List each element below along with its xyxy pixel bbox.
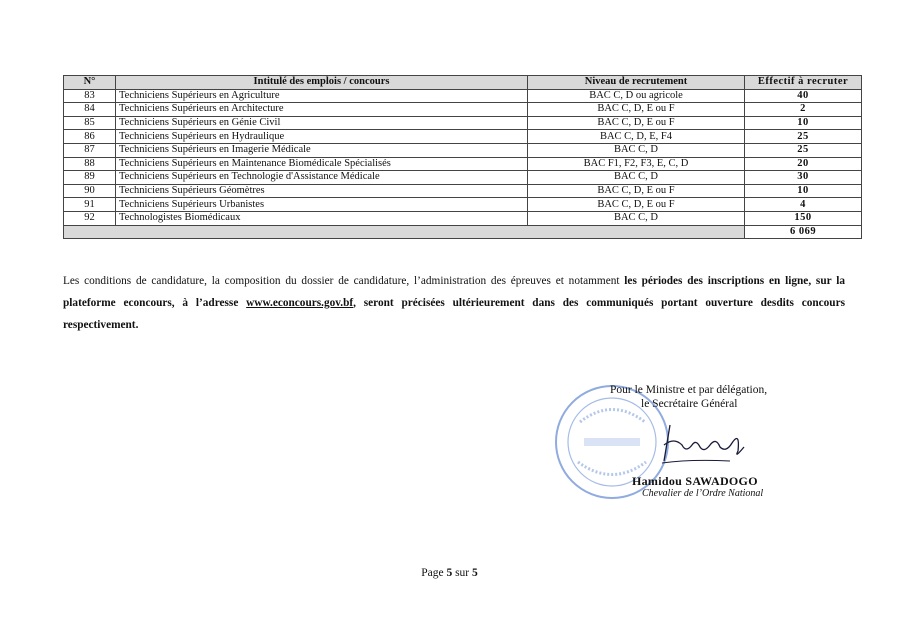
header-level: Niveau de recrutement bbox=[528, 76, 745, 90]
header-num: N° bbox=[64, 76, 116, 90]
signature-block bbox=[560, 382, 820, 502]
header-title: Intitulé des emplois / concours bbox=[116, 76, 528, 90]
page-total: 5 bbox=[472, 567, 478, 579]
conditions-paragraph bbox=[63, 270, 845, 336]
row-num: 91 bbox=[64, 198, 116, 212]
row-count: 4 bbox=[745, 198, 862, 212]
row-title: Techniciens Supérieurs Urbanistes bbox=[116, 198, 528, 212]
row-count: 30 bbox=[745, 171, 862, 185]
table-row bbox=[64, 116, 862, 130]
row-level: BAC C, D bbox=[528, 143, 745, 157]
row-level: BAC F1, F2, F3, E, C, D bbox=[528, 157, 745, 171]
row-level: BAC C, D bbox=[528, 171, 745, 185]
row-level: BAC C, D, E ou F bbox=[528, 116, 745, 130]
page-number bbox=[0, 567, 899, 579]
row-count: 2 bbox=[745, 103, 862, 117]
row-num: 88 bbox=[64, 157, 116, 171]
row-num: 83 bbox=[64, 89, 116, 103]
total-filler bbox=[64, 225, 745, 239]
row-level: BAC C, D, E ou F bbox=[528, 198, 745, 212]
row-title: Techniciens Supérieurs en Hydraulique bbox=[116, 130, 528, 144]
table-header-row bbox=[64, 76, 862, 90]
row-title: Techniciens Supérieurs en Technologie d'Assistance Médicale bbox=[116, 171, 528, 185]
row-num: 84 bbox=[64, 103, 116, 117]
row-level: BAC C, D, E ou F bbox=[528, 184, 745, 198]
row-num: 85 bbox=[64, 116, 116, 130]
row-num: 90 bbox=[64, 184, 116, 198]
row-count: 25 bbox=[745, 143, 862, 157]
row-count: 150 bbox=[745, 211, 862, 225]
row-level: BAC C, D ou agricole bbox=[528, 89, 745, 103]
table-row bbox=[64, 157, 862, 171]
delegation-line: Pour le Ministre et par délégation, bbox=[610, 384, 768, 396]
page-separator: sur bbox=[455, 567, 470, 579]
table-total-row bbox=[64, 225, 862, 239]
table-row bbox=[64, 130, 862, 144]
table-row bbox=[64, 143, 862, 157]
row-count: 10 bbox=[745, 116, 862, 130]
row-count: 40 bbox=[745, 89, 862, 103]
header-count: Effectif à recruter bbox=[745, 76, 862, 90]
row-count: 25 bbox=[745, 130, 862, 144]
page-prefix: Page bbox=[421, 567, 444, 579]
paragraph-text: Les conditions de candidature, la composition du dossier de candidature, l’administration des épreuves et notamment bbox=[63, 275, 625, 287]
signer-title: Chevalier de l’Ordre National bbox=[642, 488, 764, 499]
row-title: Techniciens Supérieurs en Génie Civil bbox=[116, 116, 528, 130]
paragraph-bold-text: les périodes des inscriptions en ligne, sur la plateforme econcours, à l’adresse bbox=[63, 275, 846, 309]
econcours-link[interactable]: www.econcours.gov.bf bbox=[246, 297, 354, 309]
row-level: BAC C, D, E, F4 bbox=[528, 130, 745, 144]
signer-name: Hamidou SAWADOGO bbox=[632, 474, 758, 488]
row-title: Techniciens Supérieurs en Imagerie Médicale bbox=[116, 143, 528, 157]
row-num: 87 bbox=[64, 143, 116, 157]
row-num: 86 bbox=[64, 130, 116, 144]
recruitment-table bbox=[63, 75, 862, 239]
row-count: 10 bbox=[745, 184, 862, 198]
handwritten-signature-icon bbox=[660, 417, 750, 467]
row-num: 89 bbox=[64, 171, 116, 185]
secretary-general-line: le Secrétaire Général bbox=[641, 398, 738, 410]
table-row bbox=[64, 89, 862, 103]
table-row bbox=[64, 198, 862, 212]
total-count: 6 069 bbox=[745, 225, 862, 239]
table-row bbox=[64, 171, 862, 185]
row-title: Techniciens Supérieurs en Agriculture bbox=[116, 89, 528, 103]
row-count: 20 bbox=[745, 157, 862, 171]
row-level: BAC C, D bbox=[528, 211, 745, 225]
row-title: Techniciens Supérieurs Géomètres bbox=[116, 184, 528, 198]
table-row bbox=[64, 103, 862, 117]
table-row bbox=[64, 211, 862, 225]
row-title: Technologistes Biomédicaux bbox=[116, 211, 528, 225]
row-title: Techniciens Supérieurs en Architecture bbox=[116, 103, 528, 117]
row-title: Techniciens Supérieurs en Maintenance Biomédicale Spécialisés bbox=[116, 157, 528, 171]
table-row bbox=[64, 184, 862, 198]
paragraph-bold-text-end: , seront précisées ultérieurement dans des communiqués portant ouverture desdits concours respectivement. bbox=[63, 297, 846, 331]
row-level: BAC C, D, E ou F bbox=[528, 103, 745, 117]
page-current: 5 bbox=[446, 567, 453, 579]
row-num: 92 bbox=[64, 211, 116, 225]
